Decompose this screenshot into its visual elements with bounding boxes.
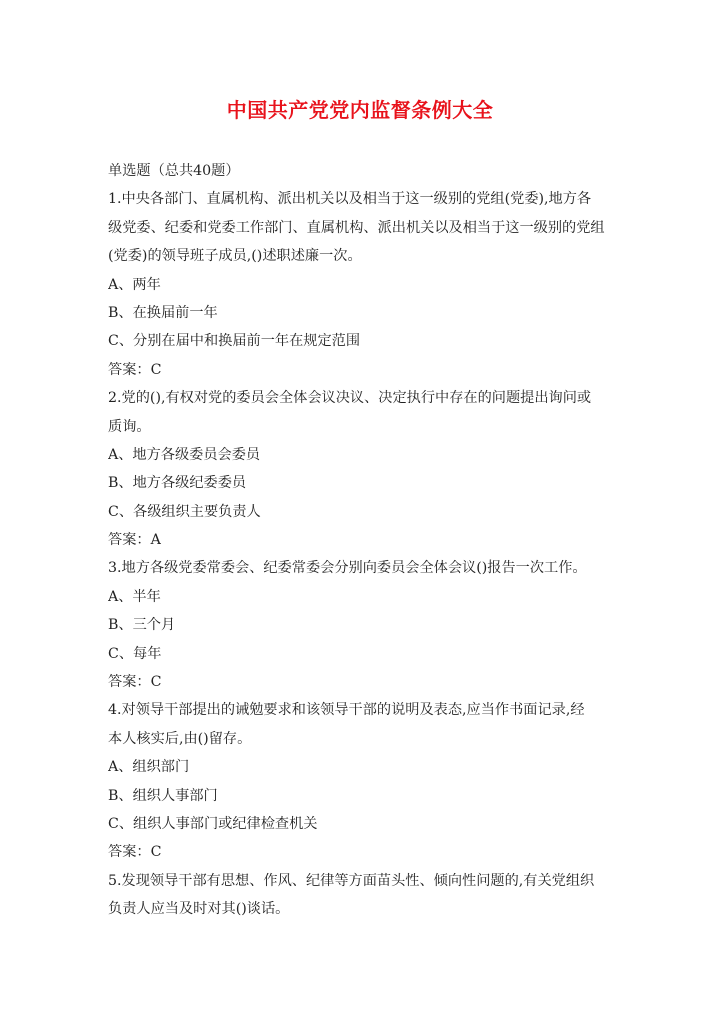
option-c: C、分别在届中和换届前一年在规定范围	[108, 333, 361, 350]
question-1	[108, 185, 616, 384]
option-a: A、组织部门	[108, 759, 190, 776]
option-a: A、地方各级委员会委员	[108, 446, 261, 463]
option-b: B、组织人事部门	[108, 787, 218, 804]
question-text-line: 2.党的(),有权对党的委员会全体会议决议、决定执行中存在的问题提出询问或	[108, 390, 592, 407]
question-text-line: 5.发现领导干部有思想、作风、纪律等方面苗头性、倾向性问题的,有关党组织	[108, 872, 595, 889]
option-c: C、每年	[108, 645, 162, 662]
option-a: A、半年	[108, 588, 161, 605]
option-b: B、三个月	[108, 617, 176, 634]
option-c: C、各级组织主要负责人	[108, 503, 261, 520]
option-a: A、两年	[108, 276, 161, 293]
option-b: B、在换届前一年	[108, 304, 218, 321]
question-text-line: 本人核实后,由()留存。	[108, 730, 252, 747]
answer: 答案：C	[108, 674, 162, 691]
question-text-line: (党委)的领导班子成员,()述职述廉一次。	[108, 248, 362, 265]
question-text-line: 3.地方各级党委常委会、纪委常委会分别向委员会全体会议()报告一次工作。	[108, 560, 587, 577]
section-header: 单选题（总共40题）	[108, 163, 240, 179]
question-4	[108, 696, 616, 866]
question-2	[108, 384, 616, 554]
question-5	[108, 867, 616, 924]
answer: 答案：C	[108, 361, 162, 378]
question-text-line: 负责人应当及时对其()谈话。	[108, 901, 290, 918]
answer: 答案：A	[108, 532, 161, 549]
document-body	[108, 157, 616, 924]
answer: 答案：C	[108, 844, 162, 861]
question-text-line: 级党委、纪委和党委工作部门、直属机构、派出机关以及相当于这一级别的党组	[108, 219, 605, 236]
question-text-line: 1.中央各部门、直属机构、派出机关以及相当于这一级别的党组(党委),地方各	[108, 191, 592, 208]
option-b: B、地方各级纪委委员	[108, 475, 247, 492]
question-text-line: 质询。	[108, 418, 151, 435]
option-c: C、组织人事部门或纪律检查机关	[108, 815, 318, 832]
document-title: 中国共产党党内监督条例大全	[226, 98, 494, 122]
question-text-line: 4.对领导干部提出的诫勉要求和该领导干部的说明及表态,应当作书面记录,经	[108, 702, 585, 719]
question-3	[108, 554, 616, 696]
